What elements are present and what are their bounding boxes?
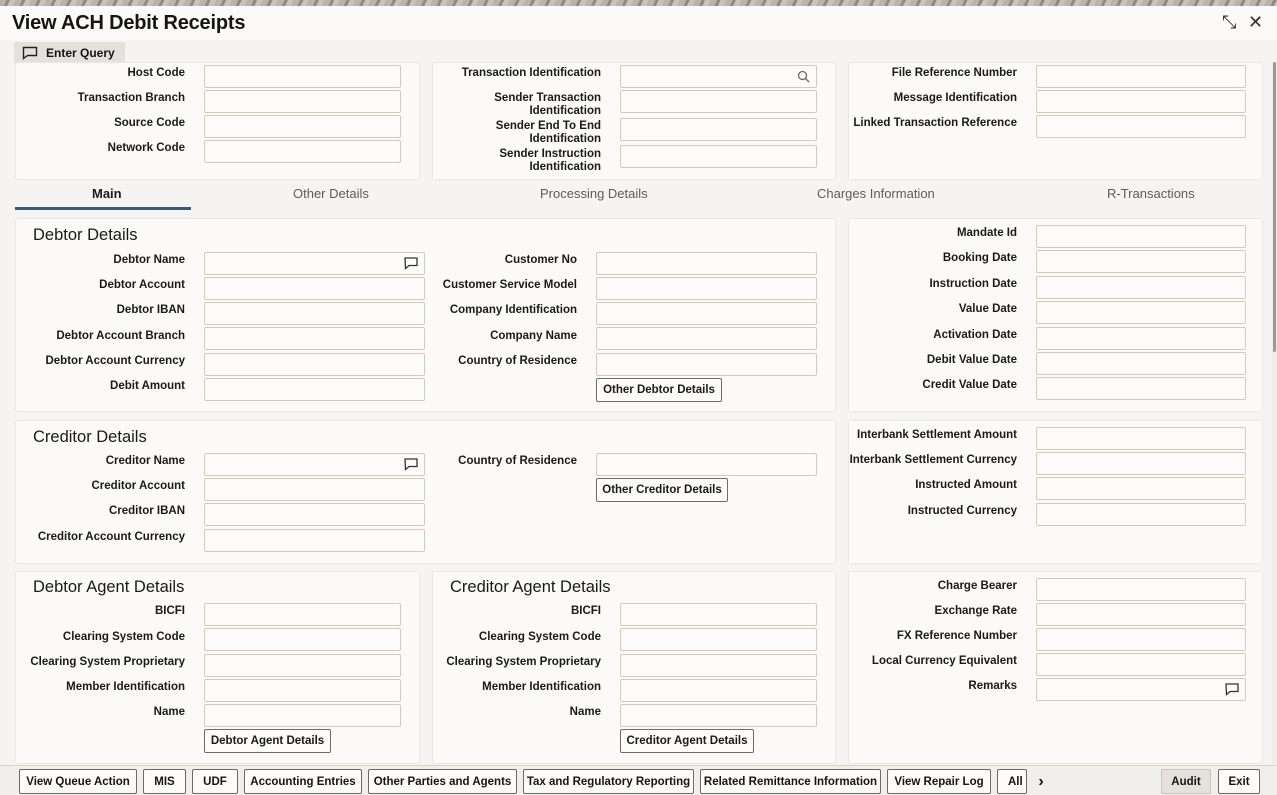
creditor-iban-field[interactable] [204,503,425,526]
enter-query-label: Enter Query [46,46,115,60]
debtor-account-branch-label: Debtor Account Branch [56,330,185,342]
enter-query-button[interactable] [14,42,125,64]
mandate-id-field[interactable] [1036,225,1246,248]
creditor-agent-name-field[interactable] [620,704,817,727]
tab-processing-details[interactable]: Processing Details [540,186,648,201]
instructed-currency-field[interactable] [1036,503,1246,526]
remarks-field[interactable] [1036,678,1246,701]
linked-transaction-reference-field[interactable] [1036,115,1246,138]
debtor-account-field[interactable] [204,277,425,300]
transaction-branch-field[interactable] [204,90,401,113]
other-debtor-details-button[interactable]: Other Debtor Details [596,378,722,402]
remarks-label: Remarks [968,680,1017,692]
view-queue-action-button[interactable]: View Queue Action [19,769,137,794]
source-code-label: Source Code [114,117,185,129]
transaction-identification-field[interactable] [620,65,817,88]
window-title: View ACH Debit Receipts [12,12,246,34]
debtor-agent-clearing-system-proprietary-label: Clearing System Proprietary [30,656,185,668]
accounting-entries-button[interactable]: Accounting Entries [244,769,362,794]
company-name-field[interactable] [596,327,817,350]
creditor-name-field[interactable] [204,453,425,476]
transaction-identification-label: Transaction Identification [461,67,601,79]
message-identification-label: Message Identification [893,92,1017,104]
instructed-amount-field[interactable] [1036,477,1246,500]
debtor-iban-field[interactable] [204,302,425,325]
debit-amount-label: Debit Amount [110,380,185,392]
credit-value-date-label: Credit Value Date [922,379,1017,391]
debtor-country-of-residence-label: Country of Residence [458,355,577,367]
message-identification-field[interactable] [1036,90,1246,113]
file-reference-number-label: File Reference Number [891,67,1017,79]
debtor-agent-clearing-system-code-field[interactable] [204,628,401,651]
customer-no-label: Customer No [504,254,577,266]
tab-other-details[interactable]: Other Details [293,186,369,201]
exchange-rate-label: Exchange Rate [934,605,1017,617]
scrollbar-thumb[interactable] [1273,62,1276,352]
network-code-label: Network Code [107,142,185,154]
file-reference-number-field[interactable] [1036,65,1246,88]
tab-main[interactable]: Main [92,186,122,201]
fx-reference-number-label: FX Reference Number [896,630,1017,642]
sender-transaction-identification-label: Sender Transaction Identification [494,92,601,117]
sender-instruction-identification-field[interactable] [620,145,817,168]
debtor-agent-details-button[interactable]: Debtor Agent Details [204,729,331,753]
activation-date-label: Activation Date [933,329,1017,341]
network-code-field[interactable] [204,140,401,163]
creditor-account-field[interactable] [204,478,425,501]
debtor-agent-clearing-system-proprietary-field[interactable] [204,654,401,677]
restore-icon[interactable]: ⤡ [1222,12,1237,32]
interbank-settlement-amount-label: Interbank Settlement Amount [857,429,1017,441]
vertical-scrollbar[interactable] [1272,62,1277,765]
creditor-account-currency-label: Creditor Account Currency [37,531,185,543]
customer-service-model-field[interactable] [596,277,817,300]
creditor-agent-details-button[interactable]: Creditor Agent Details [620,729,754,753]
host-code-field[interactable] [204,65,401,88]
creditor-agent-clearing-system-proprietary-label: Clearing System Proprietary [446,656,601,668]
all-button[interactable]: All [997,769,1027,794]
debtor-iban-label: Debtor IBAN [116,304,185,316]
debit-amount-field[interactable] [204,378,425,401]
fx-reference-number-field[interactable] [1036,628,1246,651]
company-identification-field[interactable] [596,302,817,325]
exit-button[interactable]: Exit [1218,769,1260,794]
charge-bearer-field[interactable] [1036,578,1246,601]
debtor-agent-bicfi-field[interactable] [204,603,401,626]
creditor-country-of-residence-label: Country of Residence [458,455,577,467]
other-creditor-details-button[interactable]: Other Creditor Details [596,478,728,502]
debtor-agent-member-identification-label: Member Identification [66,681,185,693]
debtor-account-currency-field[interactable] [204,353,425,376]
sender-end-to-end-identification-label: Sender End To End Identification [495,120,601,145]
booking-date-field[interactable] [1036,250,1246,273]
instruction-date-field[interactable] [1036,276,1246,299]
creditor-agent-member-identification-label: Member Identification [482,681,601,693]
activation-date-field[interactable] [1036,327,1246,350]
debit-value-date-field[interactable] [1036,352,1246,375]
debtor-name-label: Debtor Name [113,254,185,266]
tab-charges-information[interactable]: Charges Information [817,186,935,201]
debtor-agent-heading: Debtor Agent Details [33,578,185,596]
creditor-agent-clearing-system-code-label: Clearing System Code [478,631,601,643]
debtor-agent-name-label: Name [153,706,185,718]
exchange-rate-field[interactable] [1036,603,1246,626]
debtor-account-branch-field[interactable] [204,327,425,350]
debtor-name-field[interactable] [204,252,425,275]
creditor-account-currency-field[interactable] [204,529,425,552]
interbank-settlement-currency-field[interactable] [1036,452,1246,475]
sender-instruction-identification-label: Sender Instruction Identification [499,148,601,173]
audit-button[interactable]: Audit [1161,769,1211,794]
value-date-field[interactable] [1036,301,1246,324]
creditor-agent-heading: Creditor Agent Details [450,578,611,596]
customer-no-field[interactable] [596,252,817,275]
source-code-field[interactable] [204,115,401,138]
instructed-currency-label: Instructed Currency [907,505,1017,517]
query-icon [22,46,38,60]
value-date-label: Value Date [958,303,1017,315]
debtor-account-currency-label: Debtor Account Currency [45,355,185,367]
instructed-amount-label: Instructed Amount [915,479,1017,491]
credit-value-date-field[interactable] [1036,377,1246,400]
creditor-agent-clearing-system-code-field[interactable] [620,628,817,651]
company-identification-label: Company Identification [449,304,577,316]
creditor-agent-clearing-system-proprietary-field[interactable] [620,654,817,677]
charge-bearer-label: Charge Bearer [937,580,1017,592]
tab-r-transactions[interactable]: R-Transactions [1107,186,1195,201]
creditor-account-label: Creditor Account [91,480,185,492]
other-parties-and-agents-button[interactable]: Other Parties and Agents [368,769,517,794]
creditor-iban-label: Creditor IBAN [108,505,185,517]
debtor-details-heading: Debtor Details [33,226,138,244]
debtor-agent-name-field[interactable] [204,704,401,727]
creditor-country-of-residence-field[interactable] [596,453,817,476]
creditor-agent-bicfi-label: BICFI [570,605,601,617]
sender-end-to-end-identification-field[interactable] [620,118,817,141]
view-repair-log-button[interactable]: View Repair Log [887,769,991,794]
linked-transaction-reference-label: Linked Transaction Reference [853,117,1017,129]
instruction-date-label: Instruction Date [929,278,1017,290]
mis-button[interactable]: MIS [143,769,186,794]
interbank-settlement-amount-field[interactable] [1036,427,1246,450]
debtor-agent-member-identification-field[interactable] [204,679,401,702]
related-remittance-information-button[interactable]: Related Remittance Information [700,769,881,794]
debit-value-date-label: Debit Value Date [926,354,1017,366]
debtor-account-label: Debtor Account [99,279,185,291]
local-currency-equivalent-label: Local Currency Equivalent [871,655,1017,667]
chevron-right-icon[interactable]: › [1038,772,1044,790]
debtor-agent-clearing-system-code-label: Clearing System Code [62,631,185,643]
company-name-label: Company Name [490,330,577,342]
creditor-agent-bicfi-field[interactable] [620,603,817,626]
comment-icon[interactable] [1225,683,1239,699]
debtor-country-of-residence-field[interactable] [596,353,817,376]
booking-date-label: Booking Date [942,252,1017,264]
local-currency-equivalent-field[interactable] [1036,653,1246,676]
creditor-name-label: Creditor Name [105,455,185,467]
sender-transaction-identification-field[interactable] [620,90,817,113]
interbank-settlement-currency-label: Interbank Settlement Currency [849,454,1017,466]
active-tab-indicator [15,207,191,210]
transaction-branch-label: Transaction Branch [77,92,185,104]
debtor-agent-bicfi-label: BICFI [154,605,185,617]
tax-and-regulatory-reporting-button[interactable]: Tax and Regulatory Reporting [523,769,694,794]
search-icon[interactable] [797,70,810,86]
creditor-agent-member-identification-field[interactable] [620,679,817,702]
close-icon[interactable]: ✕ [1248,12,1264,32]
host-code-label: Host Code [127,67,185,79]
mandate-id-label: Mandate Id [956,227,1017,239]
customer-service-model-label: Customer Service Model [442,279,577,291]
creditor-details-heading: Creditor Details [33,428,147,446]
creditor-agent-name-label: Name [569,706,601,718]
udf-button[interactable]: UDF [192,769,238,794]
